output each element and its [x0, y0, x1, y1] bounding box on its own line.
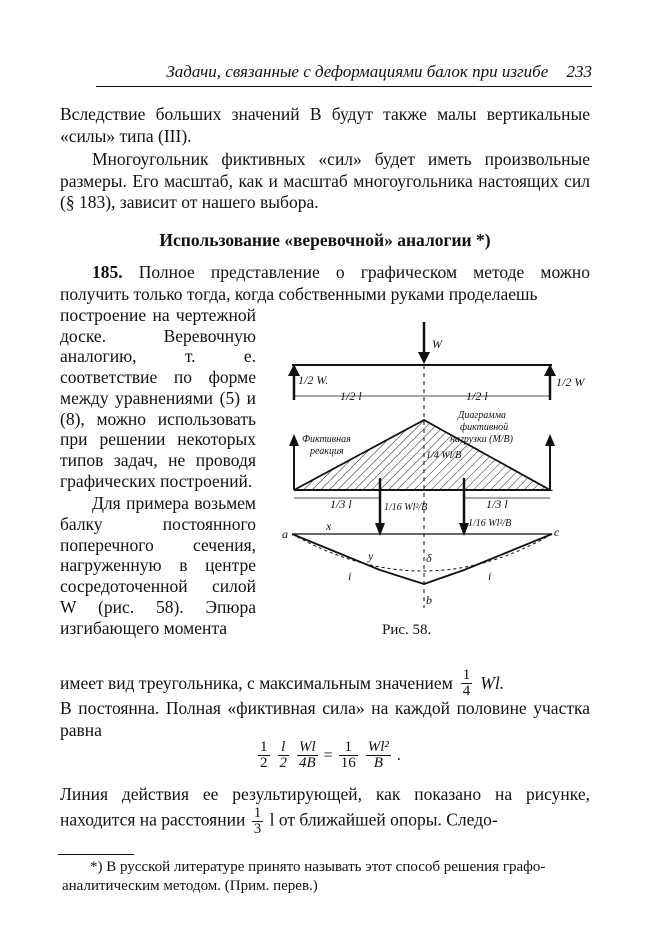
- label-delta: δ: [426, 551, 432, 565]
- after-formula-tail: l от ближайшей опоры. Следо-: [269, 809, 498, 830]
- continuation-line-2: B постоянна. Полная «фиктивная сила» на каждой половине участка равна: [60, 698, 590, 740]
- running-header: [96, 62, 592, 82]
- paragraph-number: 185.: [92, 262, 123, 282]
- label-w: W: [432, 337, 442, 351]
- paragraph-1: Вследствие больших значений B будут также малы вертикальные «силы» типа (III).: [60, 104, 590, 146]
- label-c: c: [554, 525, 560, 539]
- figure-caption: Рис. 58.: [382, 622, 432, 638]
- label-third-left: 1/3 l: [330, 497, 352, 511]
- fraction-1-3: $\frac{1}{3}$: [253, 805, 262, 837]
- left-col-para1: построение на чертежной доске. Веревочную аналогию, т. е. соответствие по форме между уравнениями (5) и (8), можно использовать при решении некоторых типов задач, не проводя графических построений.: [60, 305, 256, 491]
- label-half-w-right: 1/2 W: [556, 375, 585, 389]
- paragraph-185-text: Полное представление о графическом методе можно получить только тогда, когда собственными руками проделаешь: [60, 262, 591, 304]
- label-half-w-left: 1/2 W.: [298, 373, 329, 387]
- label-sixteenth-left: 1/16 Wl²/B: [384, 502, 428, 513]
- paragraph-2: Многоугольник фиктивных «сил» будет иметь произвольные размеры. Его масштаб, как и масштаб многоугольника настоящих сил (§ 183), зависит от нашего выбора.: [60, 149, 590, 212]
- paragraph-185: [60, 262, 590, 305]
- fraction-1-4: $\frac{1}{4}$: [462, 667, 471, 699]
- cont1-text: имеет вид треугольника, с максимальным значением: [60, 672, 453, 693]
- footnote: *) В русской литературе принято называть этот способ решения графо-аналитическим методом. (Прим. перев.): [62, 859, 546, 894]
- label-half-l-left: 1/2 l: [340, 389, 362, 403]
- label-a: a: [282, 527, 288, 541]
- figure-58: [280, 318, 585, 648]
- page-number: 233: [566, 62, 592, 81]
- label-i-right: i: [488, 569, 492, 583]
- left-col-para2: Для примера возьмем балку постоянного поперечного сечения, нагруженную в центре сосредоточенной силой W (рис. 58). Эпюра изгибающего момента: [60, 493, 256, 638]
- label-i-left: i: [348, 569, 352, 583]
- paragraph-after-formula: [60, 782, 590, 837]
- continuation-line-1: [60, 668, 590, 699]
- fictitious-force-formula: $\frac{1}{2}$ $\frac{l}{2}$ $\frac{Wl}{4B}$ = $\frac{1}{16}$ $\frac{\text{Wl²}}{B}$ .: [260, 739, 401, 771]
- label-half-l-right: 1/2 l: [466, 389, 488, 403]
- header-title: Задачи, связанные с деформациями балок при изгибе: [166, 62, 549, 81]
- label-sixteenth-right: 1/16 Wl²/B: [468, 518, 512, 529]
- label-x: x: [326, 519, 332, 533]
- label-quarter: 1/4 Wl/B: [426, 450, 462, 461]
- header-rule: [96, 86, 592, 87]
- load-arrowhead: [418, 352, 430, 364]
- label-third-right: 1/3 l: [486, 497, 508, 511]
- label-load: нагрузки (M/B): [450, 434, 513, 445]
- section-title: Использование «веревочной» аналогии *): [159, 230, 491, 250]
- deflection-curve: [292, 534, 552, 584]
- label-fictitious: фиктивной: [460, 422, 509, 433]
- label-fict-reaction-2: реакция: [310, 446, 344, 457]
- label-b: b: [426, 593, 432, 607]
- after-formula-text: Линия действия ее результирующей, как показано на рисунке, находится на расстоянии: [60, 784, 590, 830]
- cont1-tail: Wl.: [480, 672, 505, 693]
- footnote-rule: [58, 854, 134, 855]
- label-fict-reaction-1: Фиктивная: [302, 434, 351, 445]
- label-y: y: [368, 549, 374, 563]
- label-diagram: Диаграмма: [458, 410, 507, 421]
- left-column-text: [60, 305, 256, 638]
